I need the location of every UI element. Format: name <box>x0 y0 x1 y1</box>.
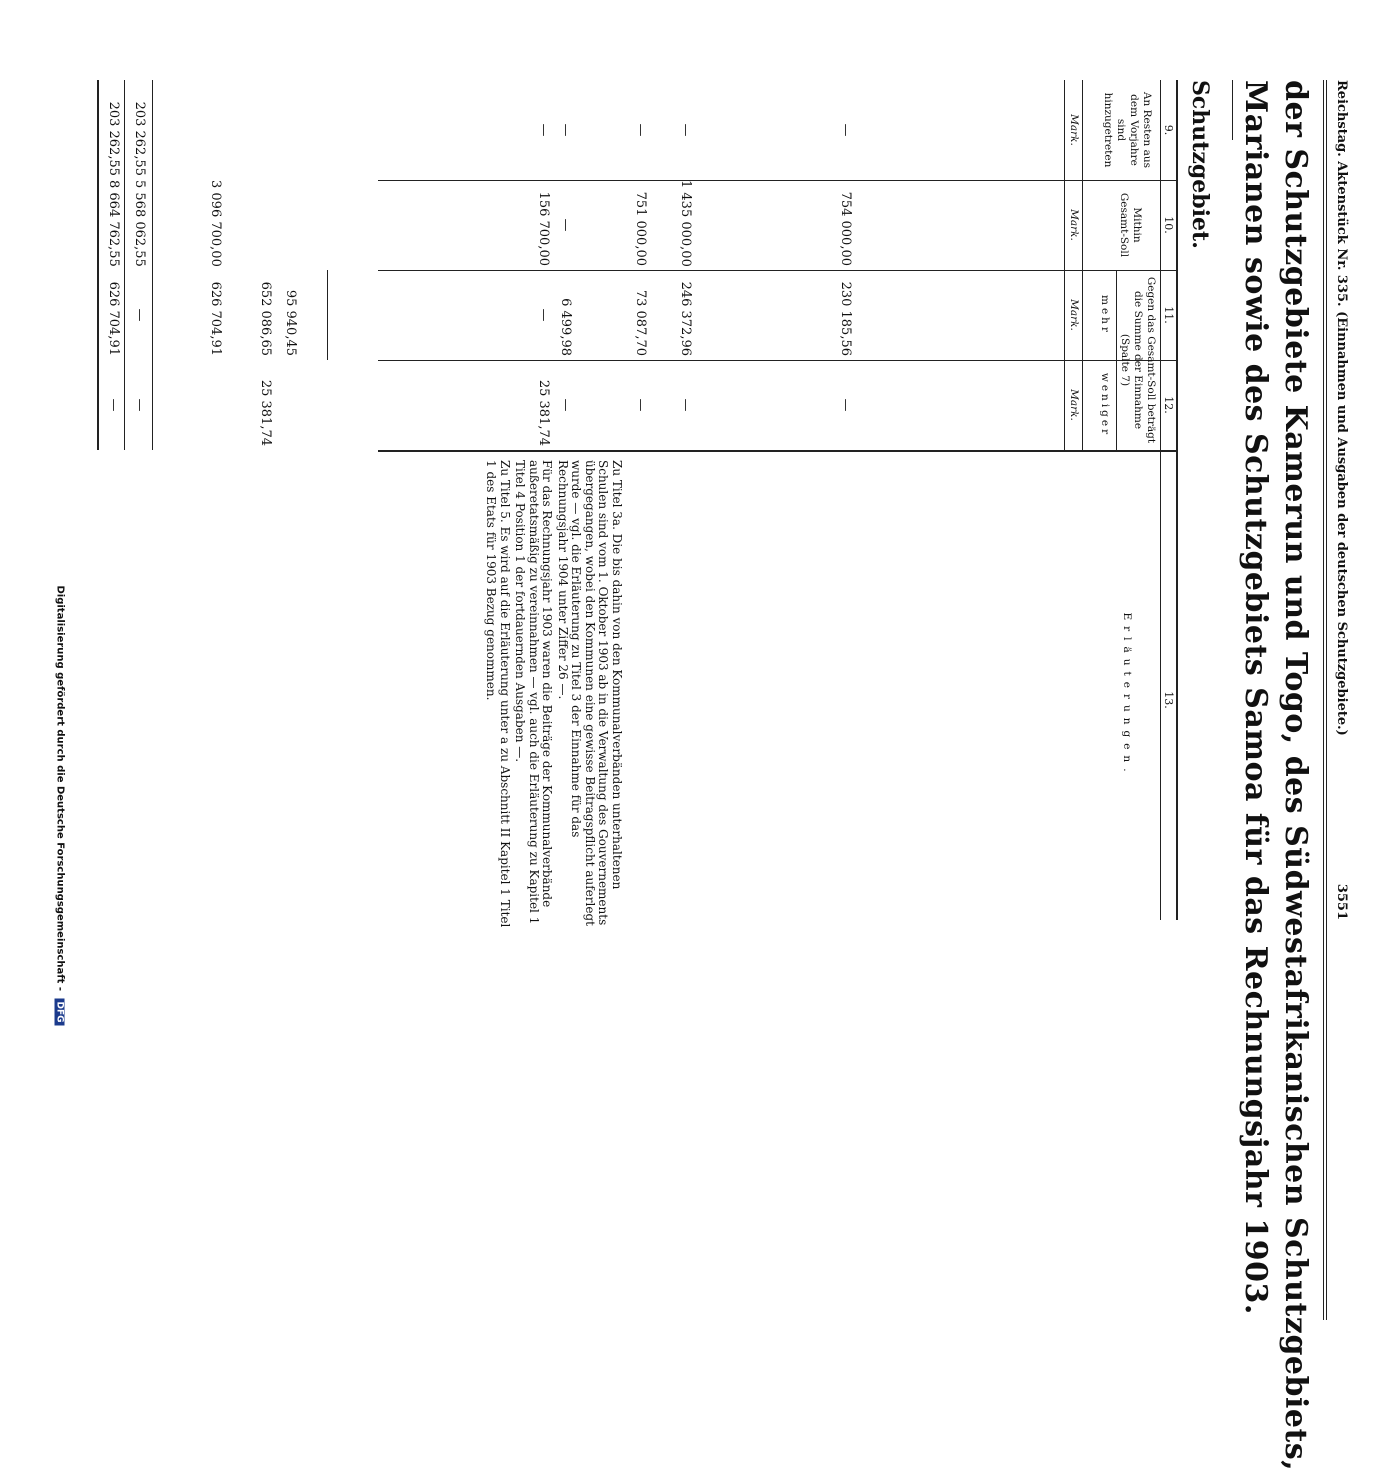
running-head-text: Reichstag. Aktenstück Nr. 335. (Einnahmen und Ausgaben der deutschen Schutzgebiete.) <box>1334 80 1349 736</box>
subtitle: Schutzgebiet. <box>1187 80 1213 249</box>
col-number-12: 12. <box>1162 396 1175 414</box>
cell-c11: — <box>536 308 551 322</box>
cell-c12: — <box>633 398 648 412</box>
col-heading-12: weniger <box>1099 372 1111 438</box>
col-divider-1 <box>378 180 1178 181</box>
col-divider-4 <box>378 450 1178 452</box>
digitization-footer <box>55 585 66 1025</box>
subtotal-rule-11 <box>327 270 328 360</box>
header-rule-2 <box>1323 80 1324 1320</box>
cell-c10: — <box>558 218 573 232</box>
note-titel-3a: Zu Titel 3a. Die bis dahin von den Kommunalverbänden unterhaltenen Schulen sind vom 1. Oktober 1903 ab in die Verwaltung des Gouvernements übergegangen, wobei den Kommunen eine gewisse Beitragspflicht auferlegt wurde — vgl. die Erläuterung zu Titel 3 der Einnahme für das Rechnungsjahr 1904 unter Ziffer 26 —. <box>556 460 624 926</box>
cell-c10: 1 435 000,00 <box>678 180 693 267</box>
col-divider-2 <box>378 270 1178 271</box>
dfg-logo: DFG <box>55 998 65 1025</box>
cell-c11: 246 372,96 <box>678 281 693 356</box>
table-top-rule <box>1176 80 1178 920</box>
header-rule <box>1326 80 1327 1320</box>
cell-c10: 754 000,00 <box>838 191 853 266</box>
col-divider-3 <box>378 360 1178 361</box>
total-c11: 626 704,91 <box>106 281 121 356</box>
cell-c9: — <box>633 123 648 137</box>
group-heading: Gegen das Gesamt-Soll beträgt die Summe der Einnahme (Spalte 7) <box>1119 276 1157 444</box>
col-heading-9: An Resten aus dem Vorjahre sind hinzugetreten <box>1102 91 1153 169</box>
col-number-11: 11. <box>1162 306 1175 324</box>
subtotal-c12: 25 381,74 <box>258 379 273 446</box>
table-bottom-rule <box>97 80 99 450</box>
unit-rule <box>1082 80 1083 450</box>
unit-10: Mark. <box>1068 209 1080 241</box>
title-line-2: Marianen sowie des Schutzgebiets Samoa für das Rechnungsjahr 1903. <box>1238 80 1273 1315</box>
note-titel-3a-cont: Für das Rechnungsjahr 1903 waren die Beiträge der Kommunalverbände außeretatsmäßig zu vereinnahmen — vgl. auch die Erläuterung zu Kapitel 1 Titel 4 Position 1 der fortdauernden Ausgaben —. <box>513 460 555 925</box>
cell-c12: 25 381,74 <box>536 379 551 446</box>
group-rule <box>1116 270 1117 450</box>
cell-c9: — <box>536 123 551 137</box>
total-c12: — <box>106 398 121 412</box>
cell-c12: — <box>678 398 693 412</box>
col-heading-11: mehr <box>1099 295 1111 335</box>
subtotal-c11: 626 704,91 <box>208 281 223 356</box>
cell-c9: — <box>838 123 853 137</box>
title-rule <box>1232 80 1233 140</box>
col-heading-10: Mithin Gesamt-Soll <box>1118 192 1143 258</box>
col-number-10: 10. <box>1162 216 1175 234</box>
cell-c11: 230 185,56 <box>838 281 853 356</box>
sum-c12: — <box>132 398 147 412</box>
subtotal-c11a: 95 940,45 <box>283 289 298 356</box>
cell-c10: 156 700,00 <box>536 191 551 266</box>
unit-12: Mark. <box>1068 389 1080 421</box>
cell-c9: — <box>678 123 693 137</box>
note-titel-5: Zu Titel 5. Es wird auf die Erläuterung unter a zu Abschnitt II Kapitel 1 Titel 1 des Etats für 1903 Bezug genommen. <box>484 460 512 928</box>
cell-c11: 73 087,70 <box>633 289 648 356</box>
total-rule <box>124 80 125 450</box>
footer-text: Digitalisierung gefördert durch die Deutsche Forschungsgemeinschaft - <box>54 585 66 992</box>
cell-c11: 6 499,98 <box>558 298 573 356</box>
head-bottom-rule <box>1064 80 1065 450</box>
colnum-rule <box>1160 80 1161 920</box>
sum-c11: — <box>132 308 147 322</box>
unit-9: Mark. <box>1068 114 1080 146</box>
unit-11: Mark. <box>1068 299 1080 331</box>
running-head <box>1334 80 1349 920</box>
sum-c9: 203 262,55 <box>132 101 147 176</box>
col-number-9: 9. <box>1162 124 1175 136</box>
subtotal-c10: 3 096 700,00 <box>208 180 223 267</box>
total-c9: 203 262,55 <box>106 101 121 176</box>
page-number: 3551 <box>1334 883 1349 920</box>
total-c10: 8 664 762,55 <box>106 180 121 267</box>
col-heading-13: Erläuterungen. <box>1121 612 1133 778</box>
cell-c12: — <box>558 398 573 412</box>
sum-rule <box>152 80 153 450</box>
cell-c12: — <box>838 398 853 412</box>
cell-c10: 751 000,00 <box>633 191 648 266</box>
col-number-13: 13. <box>1162 691 1175 709</box>
sum-c10: 5 568 062,55 <box>132 180 147 267</box>
subtotal-c11b: 652 086,65 <box>258 281 273 356</box>
notes <box>482 460 623 930</box>
cell-c9: — <box>558 123 573 137</box>
title-line-1: der Schutzgebiete Kamerun und Togo, des Südwestafrikanischen Schutzgebiets, <box>1278 80 1313 1471</box>
